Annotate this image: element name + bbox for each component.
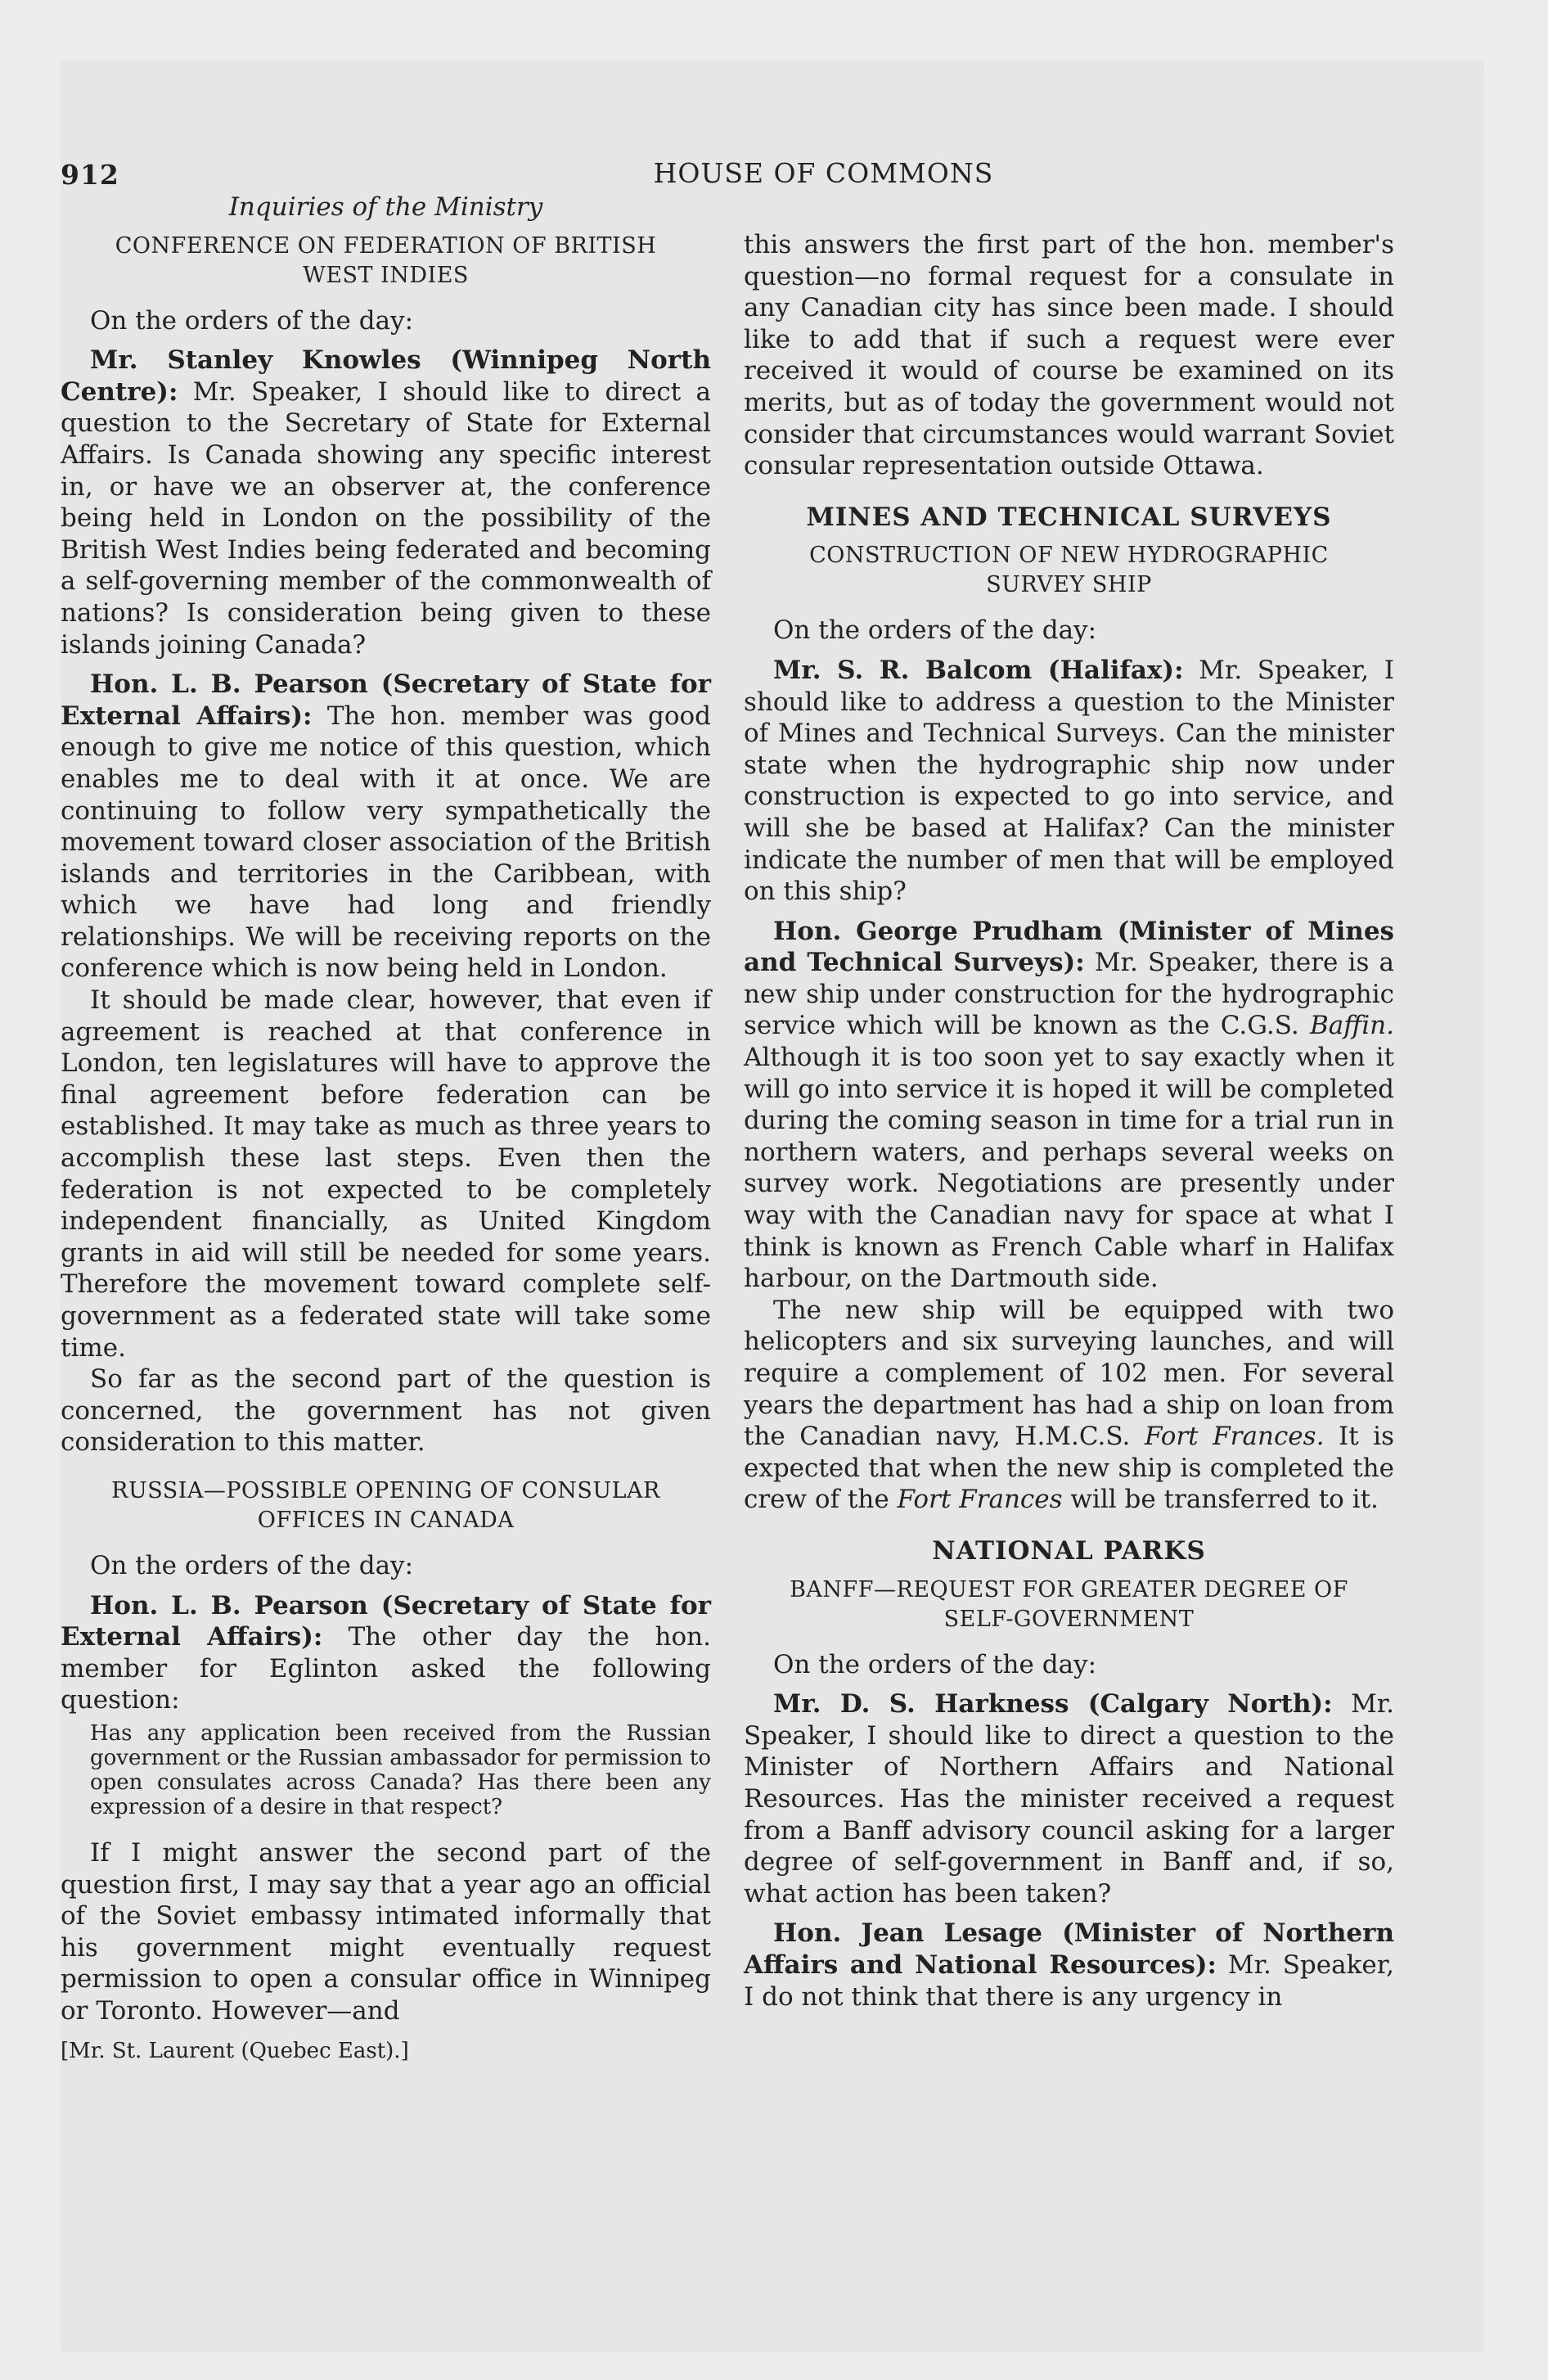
paragraph-text: Mr. Speaker, there is a new ship under construction for the hydrographic service which will be known as the C.G.S. — [744, 948, 1394, 1041]
subheading-russia: RUSSIA—POSSIBLE OPENING OF CONSULAR OFFICES IN CANADA — [111, 1477, 660, 1533]
speaker-name: Mr. Stanley Knowles (Winnipeg North Centre): — [61, 345, 711, 407]
orders-of-the-day: On the orders of the day: — [90, 305, 414, 336]
section-heading-mines: MINES AND TECHNICAL SURVEYS — [806, 502, 1332, 532]
speaker-name: Hon. L. B. Pearson (Secretary of State for External Affairs): — [61, 669, 711, 731]
right-column — [744, 229, 1394, 2013]
paragraph-pearson-2 — [61, 1590, 711, 1716]
running-title: HOUSE OF COMMONS — [653, 157, 994, 189]
speaker-footnote: [Mr. St. Laurent (Quebec East).] — [61, 2038, 409, 2063]
paragraph-text: Although it is too soon yet to say exactly when it will go into service it is hoped it will be completed during the coming season in time for a trial run in northern waters, and perhaps several weeks on survey work. Negotiations are presently under way with the Canadian navy for space at what I think is known as French Cable wharf in Halifax harbour, on the Dartmouth side. — [744, 1043, 1394, 1294]
orders-of-the-day: On the orders of the day: — [90, 1550, 414, 1580]
paragraph-new-ship — [744, 1295, 1394, 1516]
paragraph-text: The other day the hon. member for Eglinton asked the following question: — [61, 1622, 711, 1715]
orders-of-the-day: On the orders of the day: — [773, 1649, 1097, 1679]
paragraph: So far as the second part of the question is concerned, the government has not given consideration to this matter. — [61, 1364, 711, 1458]
speaker-name: Mr. D. S. Harkness (Calgary North): — [773, 1689, 1333, 1720]
orders-of-the-day: On the orders of the day: — [773, 615, 1097, 646]
paragraph-prudham — [744, 916, 1394, 1295]
paragraph-text: Mr. Speaker, I should like to direct a question to the Minister of Northern Affairs and National Resources. Has the minister received a request from a Banff advisory council asking for a larger degree of self-government in Banff and, if so, what action has been taken? — [744, 1689, 1394, 1909]
subheading-hydrographic-ship: CONSTRUCTION OF NEW HYDROGRAPHIC SURVEY SHIP — [809, 543, 1329, 598]
paragraph-text: Mr. Speaker, I should like to direct a question to the Secretary of State for External Affairs. Is Canada showing any specific interest in, or have we an observer at, the conference being held in London on the possibility of the British West Indies being federated and becoming a self-governing member of the commonwealth of nations? Is consideration being given to these islands joining Canada? — [61, 376, 711, 660]
paragraph: It should be made clear, however, that even if agreement is reached at that conference in London, ten legislatures will have to approve the final agreement before federation can be established. It may take as much as three years to accomplish these last steps. Even then the federation is not expected to be completely independent financially, as United Kingdom grants in aid will still be needed for some years. Therefore the movement toward complete self-government as a federated state will take some time. — [61, 985, 711, 1363]
page-number: 912 — [61, 159, 119, 191]
paragraph-balcom — [744, 655, 1394, 908]
paragraph-text: The hon. member was good enough to give me notice of this question, which enables me to deal with it at once. We are continuing to follow very sympathetically the movement toward closer association of the British islands and territories in the Caribbean, with which we have had long and friendly relationships. We will be receiving reports on the conference which is now being held in London. — [61, 701, 711, 984]
quoted-question: Has any application been received from the Russian government or the Russian ambassador for permission to open consulates across Canada? Has there been any expression of a desire in that respect? — [90, 1720, 711, 1819]
left-column — [61, 187, 711, 2067]
paragraph-lesage — [744, 1918, 1394, 2013]
subheading-banff: BANFF—REQUEST FOR GREATER DEGREE OF SELF-GOVERNMENT — [790, 1576, 1348, 1632]
speaker-name: Hon. Jean Lesage (Minister of Northern Affairs and National Resources): — [744, 1918, 1394, 1980]
paragraph-text: will be transferred to it. — [1062, 1485, 1379, 1515]
document-page — [61, 156, 1415, 2349]
paragraph-continued: this answers the first part of the hon. member's question—no formal request for a consulate in any Canadian city has since been made. I should like to add that if such a request were ever received it would of course be examined on its merits, but as of today the government would not consider that circumstances would warrant Soviet consular representation outside Ottawa. — [744, 230, 1394, 481]
speaker-name: Hon. L. B. Pearson (Secretary of State for External Affairs): — [61, 1590, 711, 1652]
speaker-name: Mr. S. R. Balcom (Halifax): — [773, 655, 1184, 685]
ship-name: Fort Frances. — [1144, 1422, 1325, 1452]
ship-name: Baffin. — [1310, 1011, 1394, 1041]
paragraph: If I might answer the second part of the question first, I may say that a year ago an official of the Soviet embassy intimated informally that his government might eventually request permission to open a consular office in Winnipeg or Toronto. However—and — [61, 1837, 711, 2026]
speaker-name: Hon. George Prudham (Minister of Mines and Technical Surveys): — [744, 916, 1394, 978]
paragraph-harkness — [744, 1688, 1394, 1909]
subheading-federation: CONFERENCE ON FEDERATION OF BRITISH WEST INDIES — [115, 232, 657, 288]
paragraph-text: Mr. Speaker, I do not think that there is any urgency in — [744, 1950, 1394, 2012]
paragraph-text: Mr. Speaker, I should like to address a question to the Minister of Mines and Technical Surveys. Can the minister state when the hydrographic ship now under construction is expected to go into service, and will she be based at Halifax? Can the minister indicate the number of men that will be employed on this ship? — [744, 655, 1394, 907]
paragraph-text: The new ship will be equipped with two helicopters and six surveying launches, and will require a complement of 102 men. For several years the department has had a ship on loan from the Canadian navy, H.M.C.S. — [744, 1295, 1394, 1452]
section-subtitle: Inquiries of the Ministry — [228, 192, 543, 222]
paragraph-text: It is expected that when the new ship is completed the crew of the — [744, 1422, 1395, 1515]
ship-name: Fort Frances — [897, 1485, 1063, 1515]
paragraph-knowles — [61, 345, 711, 660]
paragraph-pearson-1 — [61, 669, 711, 985]
section-heading-parks: NATIONAL PARKS — [932, 1535, 1206, 1566]
